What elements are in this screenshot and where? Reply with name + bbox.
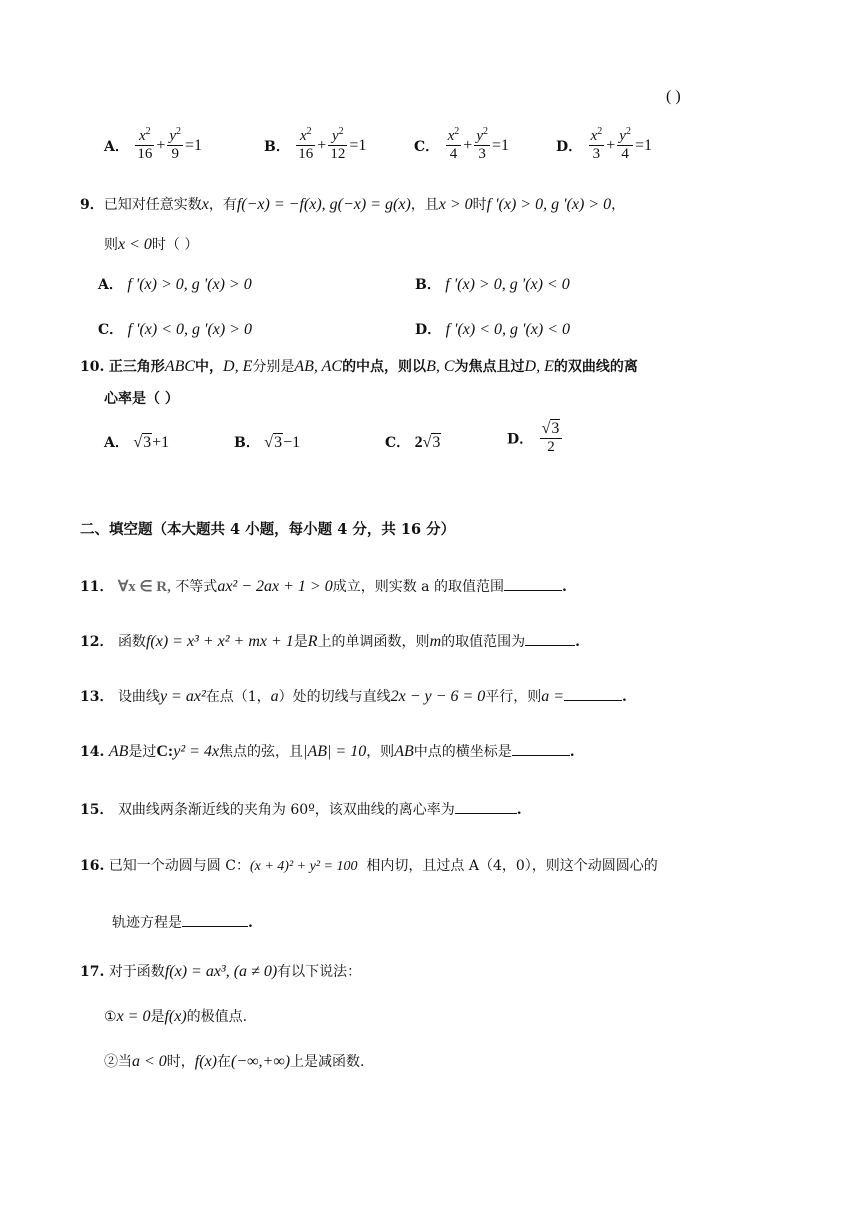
question-12: 12． 函数f(x) = x³ + x² + mx + 1是R上的单调函数，则m的取值范围为 . [80, 633, 580, 650]
question-15: 15． 双曲线两条渐近线的夹角为 60º，该双曲线的离心率为 . [80, 799, 522, 819]
fraction: $\frac{y^2}{4}$ [619, 126, 631, 163]
answer-blank[interactable] [504, 576, 562, 591]
fraction: $\frac{y^2}{9}$ [169, 126, 182, 163]
question-13: 13． 设曲线y = ax²在点（1，a）处的切线与直线2x − y − 6 = 0平行，则a = . [80, 688, 627, 705]
fraction: $\frac{x^2}{3}$ [590, 126, 603, 163]
fraction: $\frac{y^2}{3}$ [476, 126, 488, 163]
fraction: $\frac{√3}{2}$ [540, 420, 563, 457]
question-10: 10. 正三角形ABC中，D, E分别是AB, AC的中点，则以B, C为焦点且过D, E的双曲线的离 [80, 358, 638, 375]
answer-blank[interactable] [564, 686, 622, 701]
fraction: $\frac{x^2}{16}$ [137, 126, 153, 163]
fraction: $\frac{x^2}{16}$ [298, 126, 314, 163]
q10-option-d: D． $\frac{√3}{2}$ [507, 420, 564, 457]
q8-option-d: D． $\frac{x^2}{3}$ + $\frac{y^2}{4}$ =1 [556, 126, 652, 163]
question-number: 10. [80, 359, 105, 375]
statement-1: ①x = 0是f(x)的极值点. [104, 1008, 248, 1025]
question-17: 17. 对于函数f(x) = ax³, (a ≠ 0)有以下说法： [80, 963, 362, 980]
question-16: 16. 已知一个动圆与圆 C：(x + 4)² + y² = 100 相内切，且过点 A（4，0），则这个动圆圆心的 [80, 858, 658, 874]
answer-blank[interactable] [455, 799, 517, 814]
q10-option-a: A． √3+1 [104, 434, 170, 451]
statement-2: ②当a < 0时，f(x)在(−∞,+∞)上是减函数. [104, 1053, 365, 1070]
q10-option-c: C． 2√3 [385, 434, 441, 451]
fraction: $\frac{x^2}{4}$ [447, 126, 460, 163]
q8-option-b: B． $\frac{x^2}{16}$ + $\frac{y^2}{12}$ =1 [264, 126, 367, 163]
question-number: 9． [80, 197, 104, 213]
fraction: $\frac{y^2}{12}$ [330, 126, 346, 163]
answer-blank[interactable] [182, 912, 248, 927]
answer-bracket: ( ) [666, 88, 681, 105]
option-label: A． [104, 138, 129, 155]
section-heading: 二、填空题（本大题共 4 小题，每小题 4 分，共 16 分） [80, 521, 456, 538]
question-11: 11． ∀x ∈ R, 不等式ax² − 2ax + 1 > 0成立，则实数 a 的取值范围 . [80, 578, 567, 595]
question-9-line2: 则x < 0时（ ） [104, 236, 199, 253]
q9-option-c: C． f '(x) < 0, g '(x) > 0 [98, 321, 253, 338]
question-10-line2: 心率是（ ） [104, 391, 179, 407]
question-16-line2: 轨迹方程是 . [112, 912, 253, 932]
q8-option-a: A． $\frac{x^2}{16}$ + $\frac{y^2}{9}$ =1 [104, 126, 203, 163]
option-label: B． [264, 138, 290, 155]
question-9: 9．已知对任意实数x，有f(−x) = −f(x), g(−x) = g(x)，且x > 0时f '(x) > 0, g '(x) > 0， [80, 196, 626, 213]
question-14: 14. AB是过C:y² = 4x焦点的弦，且|AB| = 10，则AB中点的横坐标是 . [80, 743, 575, 760]
answer-blank[interactable] [512, 741, 570, 756]
q9-option-a: A． f '(x) > 0, g '(x) > 0 [98, 276, 252, 293]
q8-option-c: C． $\frac{x^2}{4}$ + $\frac{y^2}{3}$ =1 [414, 126, 510, 163]
option-label: D． [556, 138, 583, 155]
q9-option-d: D． f '(x) < 0, g '(x) < 0 [415, 321, 570, 338]
option-label: C． [414, 138, 440, 155]
q10-option-b: B． √3−1 [234, 434, 301, 451]
q9-option-b: B． f '(x) > 0, g '(x) < 0 [415, 276, 570, 293]
answer-blank[interactable] [525, 631, 575, 646]
